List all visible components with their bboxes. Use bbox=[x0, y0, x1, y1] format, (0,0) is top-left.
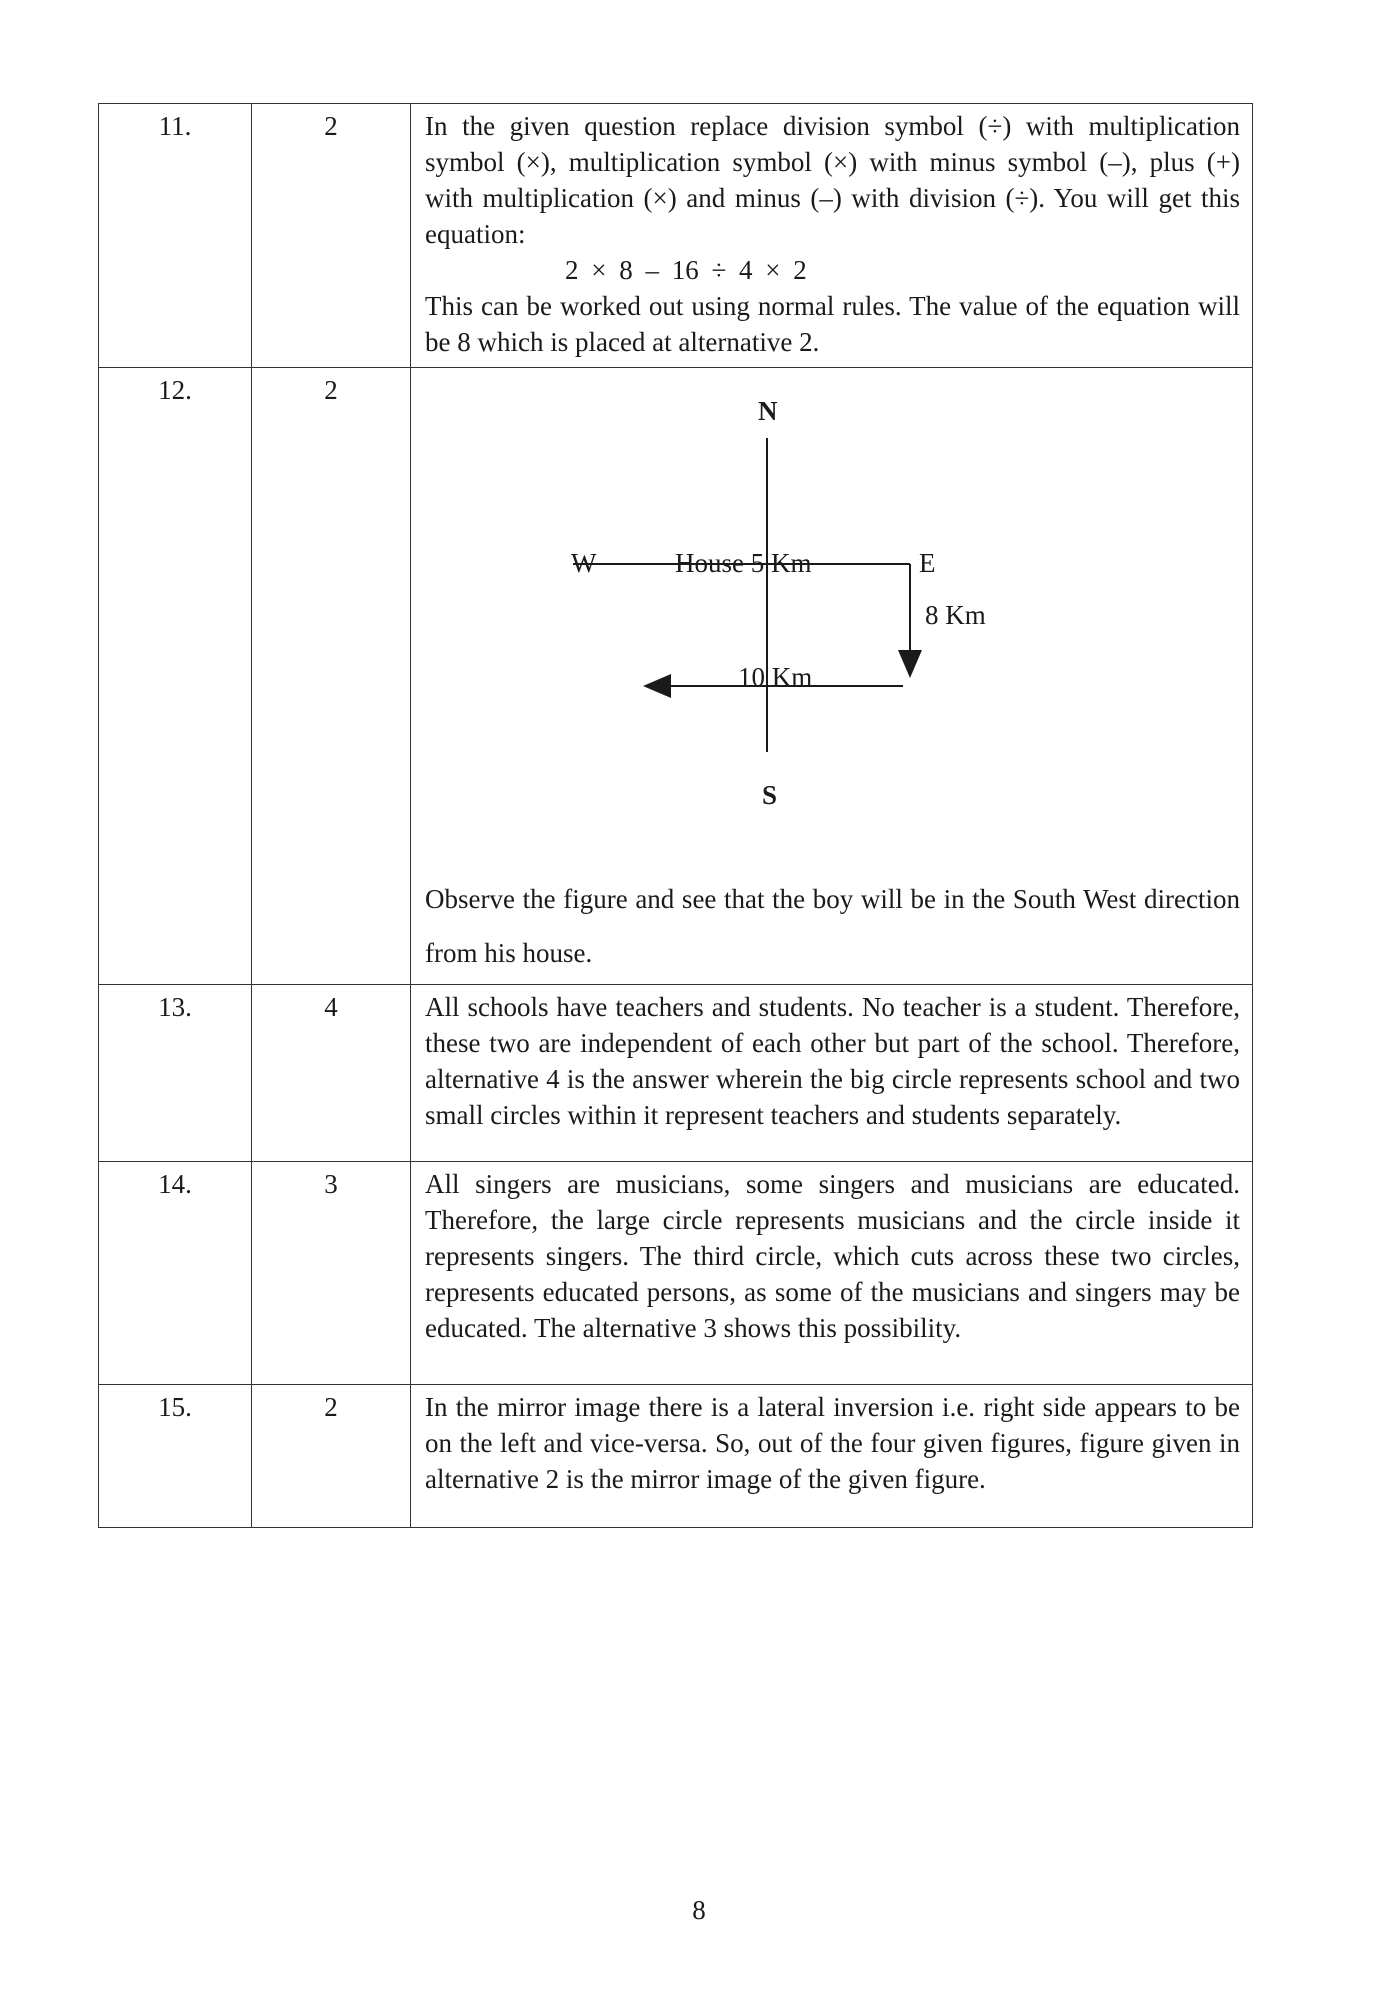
direction-diagram-svg bbox=[425, 372, 1245, 872]
question-number: 14. bbox=[99, 1162, 252, 1385]
explanation-text: All singers are musicians, some singers and musicians are educated. Therefore, the large circle represents musicians and the circle inside it represents singers. The third circle, which cuts across these two circles, represents educated persons, as some of the musicians and singers may be educated. The alternative 3 shows this possibility. bbox=[411, 1162, 1253, 1385]
question-number: 15. bbox=[99, 1385, 252, 1528]
answer-value: 2 bbox=[252, 1385, 411, 1528]
answer-key-table bbox=[98, 103, 1253, 1528]
table-row bbox=[99, 368, 1253, 985]
south-leg-label: 8 Km bbox=[925, 600, 986, 630]
west-leg-label: 10 Km bbox=[738, 662, 813, 692]
answer-value: 2 bbox=[252, 368, 411, 985]
answer-value: 4 bbox=[252, 985, 411, 1162]
explanation-text: All schools have teachers and students. No teacher is a student. Therefore, these two are independent of each other but part of the school. Therefore, alternative 4 is the answer wherein the big circle represents school and two small circles within it represent teachers and students separately. bbox=[411, 985, 1253, 1162]
explanation-text: This can be worked out using normal rules. The value of the equation will be 8 which is placed at alternative 2. bbox=[425, 291, 1240, 357]
equation: 2 × 8 – 16 ÷ 4 × 2 bbox=[565, 255, 807, 285]
explanation-cell bbox=[411, 368, 1253, 985]
question-number: 13. bbox=[99, 985, 252, 1162]
table-row bbox=[99, 1162, 1253, 1385]
east-label: E bbox=[919, 548, 936, 578]
north-label: N bbox=[758, 396, 778, 426]
explanation-cell bbox=[411, 104, 1253, 368]
direction-diagram bbox=[425, 372, 1240, 872]
table-row bbox=[99, 104, 1253, 368]
explanation-text: In the mirror image there is a lateral inversion i.e. right side appears to be on the left and vice-versa. So, out of the four given figures, figure given in alternative 2 is the mirror image of the given figure. bbox=[411, 1385, 1253, 1528]
explanation-text: Observe the figure and see that the boy will be in the South West direction from his house. bbox=[425, 884, 1240, 968]
explanation-text: In the given question replace division symbol (÷) with multiplication symbol (×), multiplication symbol (×) with minus symbol (–), plus (+) with multiplication (×) and minus (–) with division (÷). You will get this equation: bbox=[425, 111, 1240, 249]
answer-value: 2 bbox=[252, 104, 411, 368]
question-number: 11. bbox=[99, 104, 252, 368]
house-label: House 5 Km bbox=[675, 548, 812, 578]
question-number: 12. bbox=[99, 368, 252, 985]
table-row bbox=[99, 985, 1253, 1162]
south-label: S bbox=[762, 780, 778, 810]
page-number: 8 bbox=[692, 1895, 706, 1925]
table-row bbox=[99, 1385, 1253, 1528]
west-label: W bbox=[571, 548, 597, 578]
answer-value: 3 bbox=[252, 1162, 411, 1385]
